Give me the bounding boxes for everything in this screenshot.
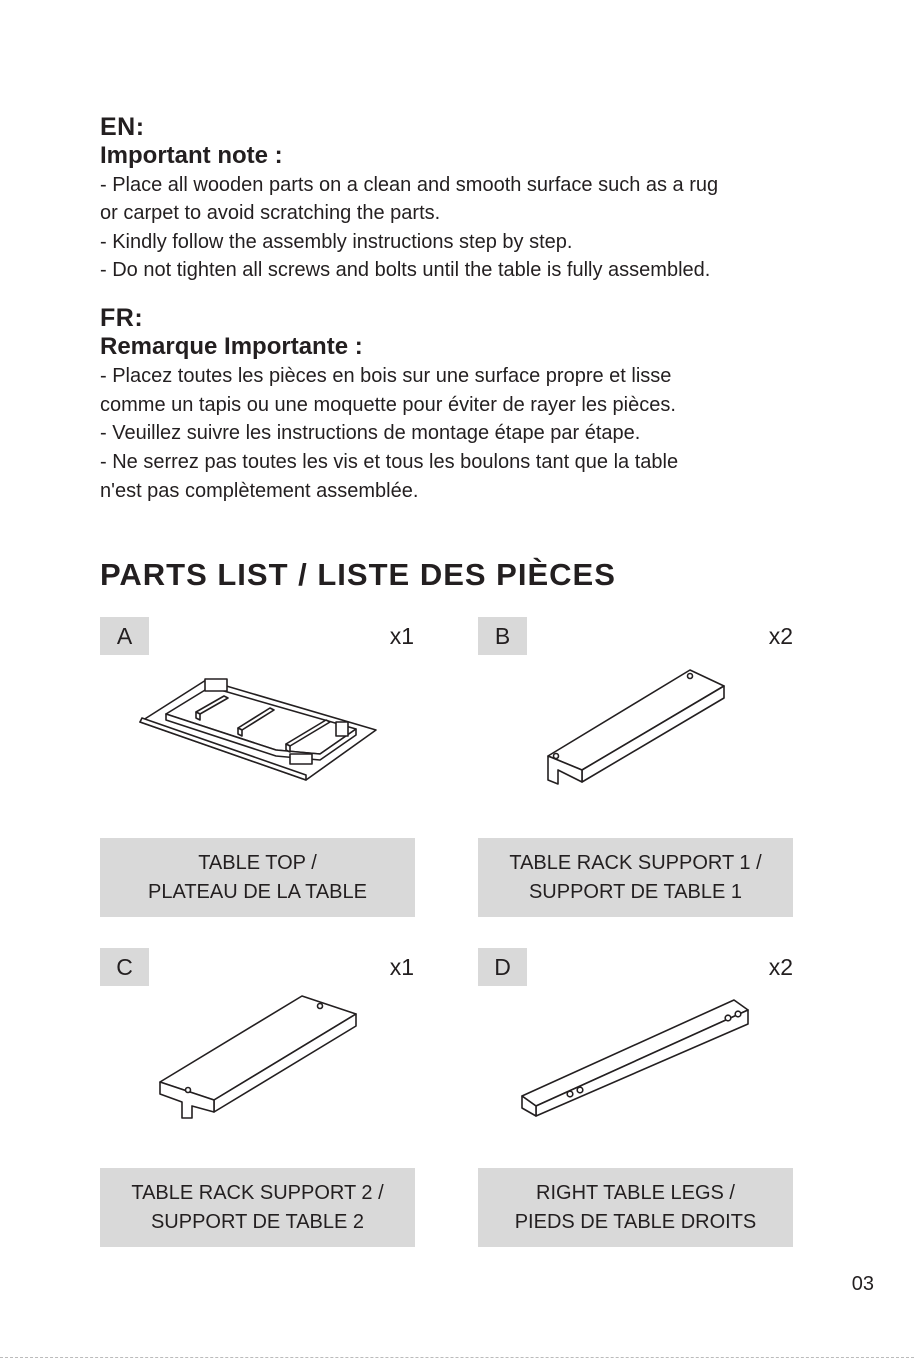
rack-support-1-illustration — [544, 666, 728, 790]
part-letter-b: B — [478, 617, 527, 655]
fr-note-line: n'est pas complètement assemblée. — [100, 480, 419, 502]
part-label-d: RIGHT TABLE LEGS / PIEDS DE TABLE DROITS — [478, 1168, 793, 1247]
part-label-c: TABLE RACK SUPPORT 2 / SUPPORT DE TABLE 2 — [100, 1168, 415, 1247]
fr-note-line: - Veuillez suivre les instructions de montage étape par étape. — [100, 422, 641, 444]
part-quantity-b: x2 — [768, 623, 793, 649]
fr-note-line: - Placez toutes les pièces en bois sur une surface propre et lisse — [100, 365, 672, 387]
fr-heading: Remarque Importante : — [100, 333, 363, 360]
en-heading: Important note : — [100, 142, 283, 169]
part-label-b: TABLE RACK SUPPORT 1 / SUPPORT DE TABLE 1 — [478, 838, 793, 917]
part-letter-d: D — [478, 948, 527, 986]
part-quantity-c: x1 — [389, 954, 414, 980]
en-note-line: - Kindly follow the assembly instructions step by step. — [100, 231, 573, 253]
part-label-a: TABLE TOP / PLATEAU DE LA TABLE — [100, 838, 415, 917]
fr-note-line: comme un tapis ou une moquette pour éviter de rayer les pièces. — [100, 394, 676, 416]
part-letter-c: C — [100, 948, 149, 986]
page-edge-divider — [0, 1357, 914, 1358]
rack-support-2-illustration — [156, 994, 360, 1122]
part-quantity-d: x2 — [768, 954, 793, 980]
en-note-line: or carpet to avoid scratching the parts. — [100, 202, 441, 224]
en-note-line: - Do not tighten all screws and bolts until the table is fully assembled. — [100, 259, 711, 281]
parts-list-title: PARTS LIST / LISTE DES PIÈCES — [100, 557, 616, 592]
page-number: 03 — [851, 1273, 874, 1295]
en-note-line: - Place all wooden parts on a clean and smooth surface such as a rug — [100, 174, 719, 196]
fr-language-label: FR: — [100, 304, 144, 332]
part-quantity-a: x1 — [389, 623, 414, 649]
table-leg-illustration — [518, 996, 752, 1118]
en-language-label: EN: — [100, 113, 145, 141]
fr-note-line: - Ne serrez pas toutes les vis et tous les boulons tant que la table — [100, 451, 679, 473]
table-top-illustration — [138, 674, 378, 784]
part-letter-a: A — [100, 617, 149, 655]
